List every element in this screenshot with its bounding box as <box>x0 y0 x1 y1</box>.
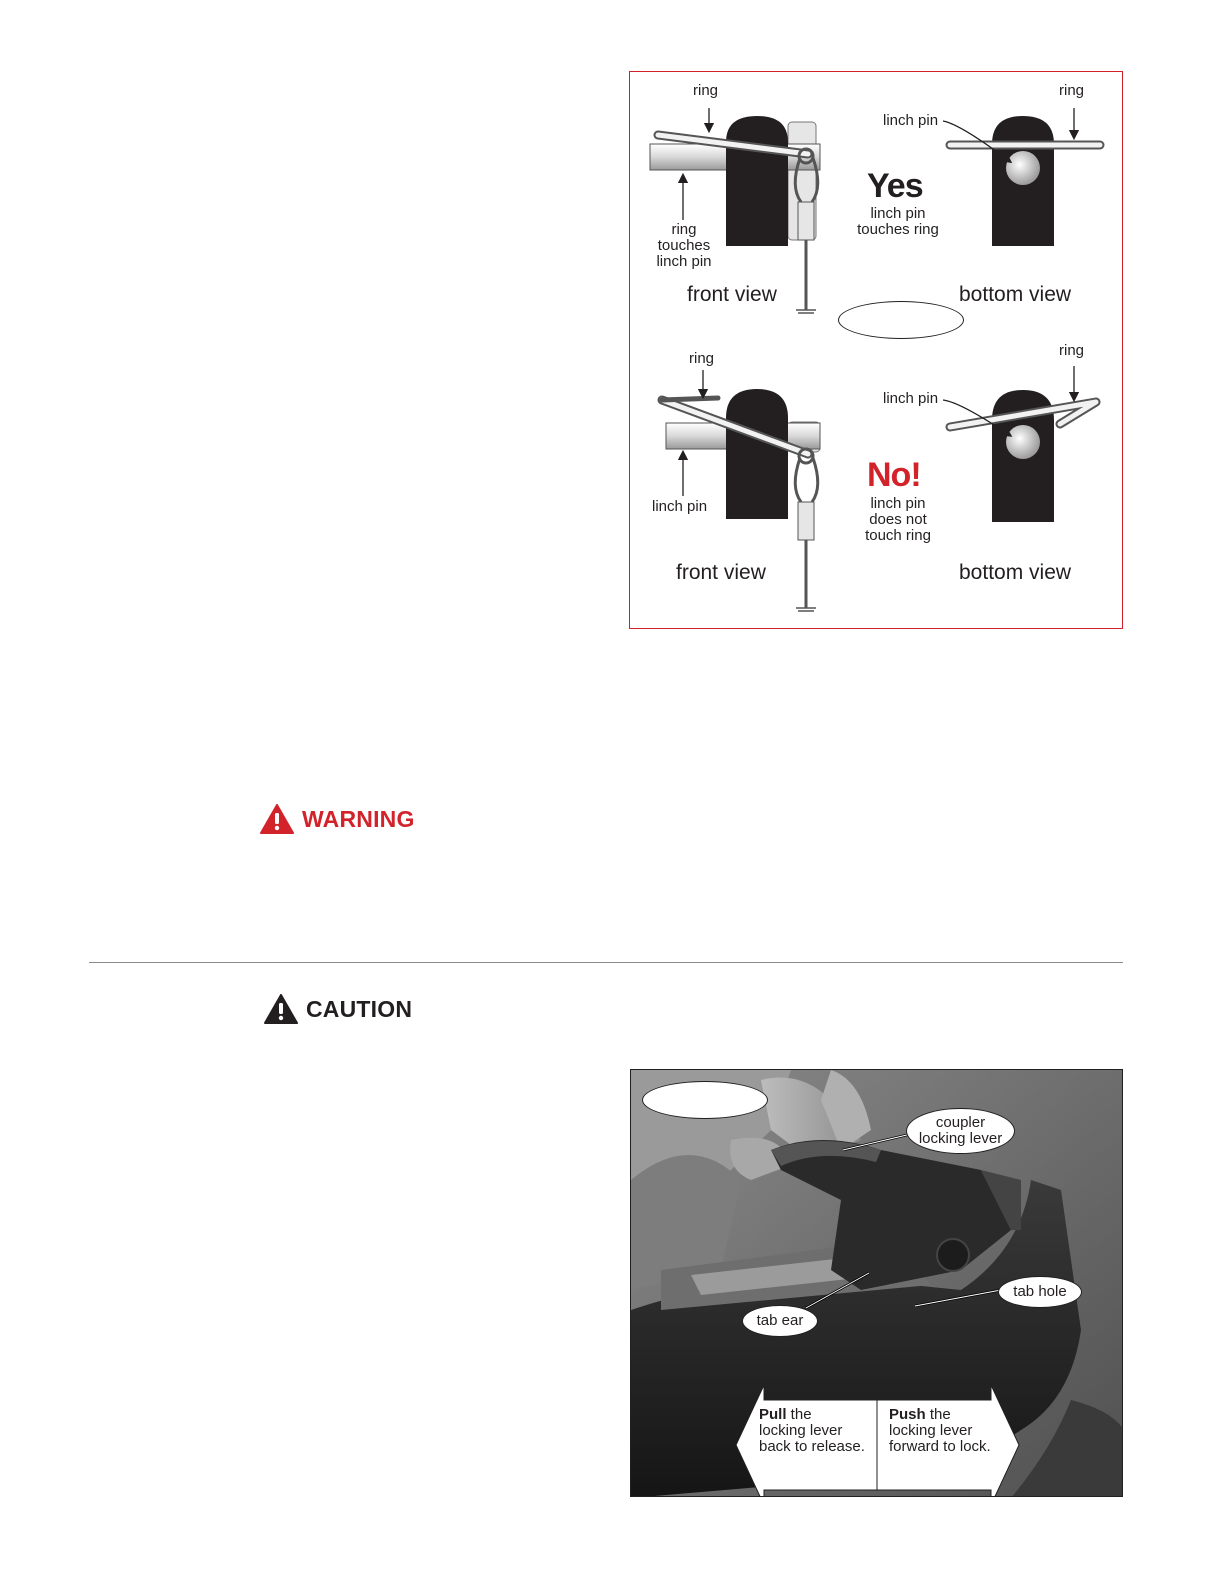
no-front-linch-label: linch pin <box>652 498 708 515</box>
no-front-view-label: front view <box>676 561 766 584</box>
coupler-locking-lever-callout: coupler locking lever <box>906 1108 1015 1154</box>
yes-bottom-view-label: bottom view <box>959 283 1072 306</box>
push-instruction: Push the locking lever forward to lock. <box>889 1406 991 1455</box>
yes-front-view-label: front view <box>687 283 777 306</box>
yes-verdict-note: linch pin touches ring <box>857 205 939 238</box>
figure2-id-oval <box>642 1081 768 1119</box>
yes-front-ring-label: ring <box>693 82 719 99</box>
caution-triangle-icon <box>264 994 298 1024</box>
pull-instruction: Pull the locking lever back to release. <box>759 1406 865 1455</box>
coupler-photo <box>630 1069 1123 1497</box>
no-bottom-view-drawing <box>950 390 1096 522</box>
section-divider <box>89 962 1123 963</box>
no-verdict-note: linch pin does not touch ring <box>865 495 931 544</box>
figure-id-oval <box>838 301 964 339</box>
caution-label: CAUTION <box>306 995 413 1022</box>
no-verdict: No! <box>867 456 921 494</box>
no-bottom-linch-label: linch pin <box>883 390 939 407</box>
yes-front-touch-label: ring touches linch pin <box>656 221 712 270</box>
yes-bottom-ring-label: ring <box>1059 82 1085 99</box>
warning-triangle-icon <box>260 804 294 834</box>
no-bottom-view-label: bottom view <box>959 561 1072 584</box>
warning-heading <box>260 804 415 834</box>
warning-label: WARNING <box>302 805 415 832</box>
yes-verdict: Yes <box>867 167 923 205</box>
no-front-ring-label: ring <box>689 350 715 367</box>
yes-bottom-linch-label: linch pin <box>883 112 939 129</box>
tab-hole-callout: tab hole <box>998 1276 1082 1308</box>
linch-pin-diagram <box>629 71 1123 629</box>
no-bottom-ring-label: ring <box>1059 342 1085 359</box>
caution-heading <box>264 994 412 1024</box>
tab-ear-callout: tab ear <box>742 1305 818 1337</box>
